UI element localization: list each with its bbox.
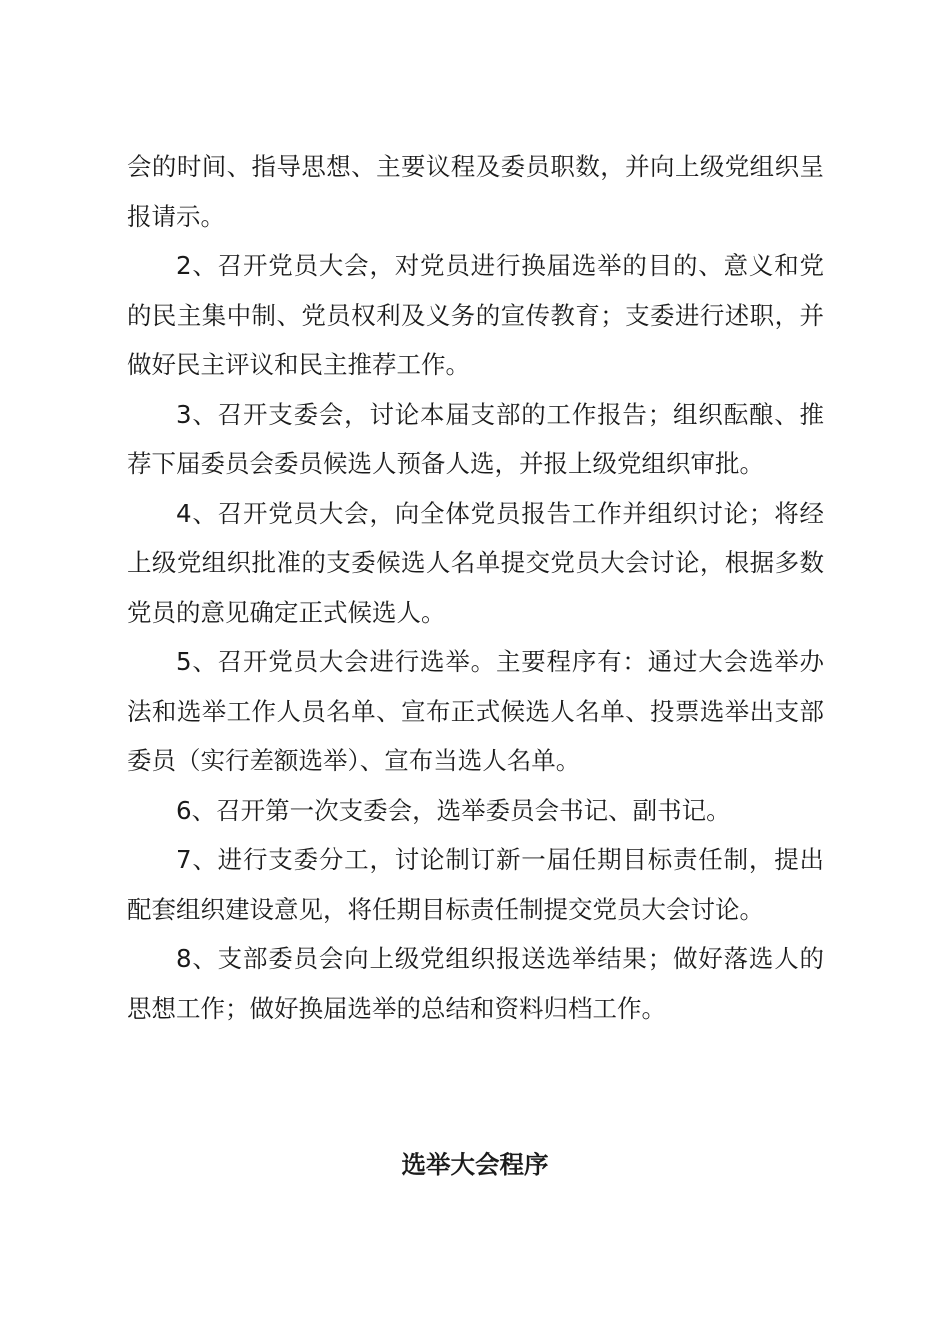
paragraph-step-6: 6、召开第一次支委会，选举委员会书记、副书记。	[176, 795, 731, 825]
paragraph-step-5: 5、召开党员大会进行选举。主要程序有：通过大会选举办法和选举工作人员名单、宣布正式候选人名单、投票选举出支部委员（实行差额选举）、宣布当选人名单。	[127, 647, 824, 775]
paragraph-step-7: 7、进行支委分工，讨论制订新一届任期目标责任制，提出配套组织建设意见，将任期目标责任制提交党员大会讨论。	[127, 845, 824, 924]
paragraph-step-4: 4、召开党员大会，向全体党员报告工作并组织讨论；将经上级党组织批准的支委候选人名单提交党员大会讨论，根据多数党员的意见确定正式候选人。	[127, 498, 824, 627]
paragraph-step-3: 3、召开支委会，讨论本届支部的工作报告；组织酝酿、推荐下届委员会委员候选人预备人选，并报上级党组织审批。	[127, 399, 824, 478]
paragraph-step-2: 2、召开党员大会，对党员进行换届选举的目的、意义和党的民主集中制、党员权利及义务的宣传教育；支委进行述职，并做好民主评议和民主推荐工作。	[127, 251, 824, 379]
body-text	[127, 142, 824, 1033]
paragraph-step-8: 8、支部委员会向上级党组织报送选举结果；做好落选人的思想工作；做好换届选举的总结和资料归档工作。	[127, 944, 824, 1023]
section-title: 选举大会程序	[401, 1150, 549, 1179]
paragraph-continuation: 会的时间、指导思想、主要议程及委员职数，并向上级党组织呈报请示。	[127, 152, 824, 231]
